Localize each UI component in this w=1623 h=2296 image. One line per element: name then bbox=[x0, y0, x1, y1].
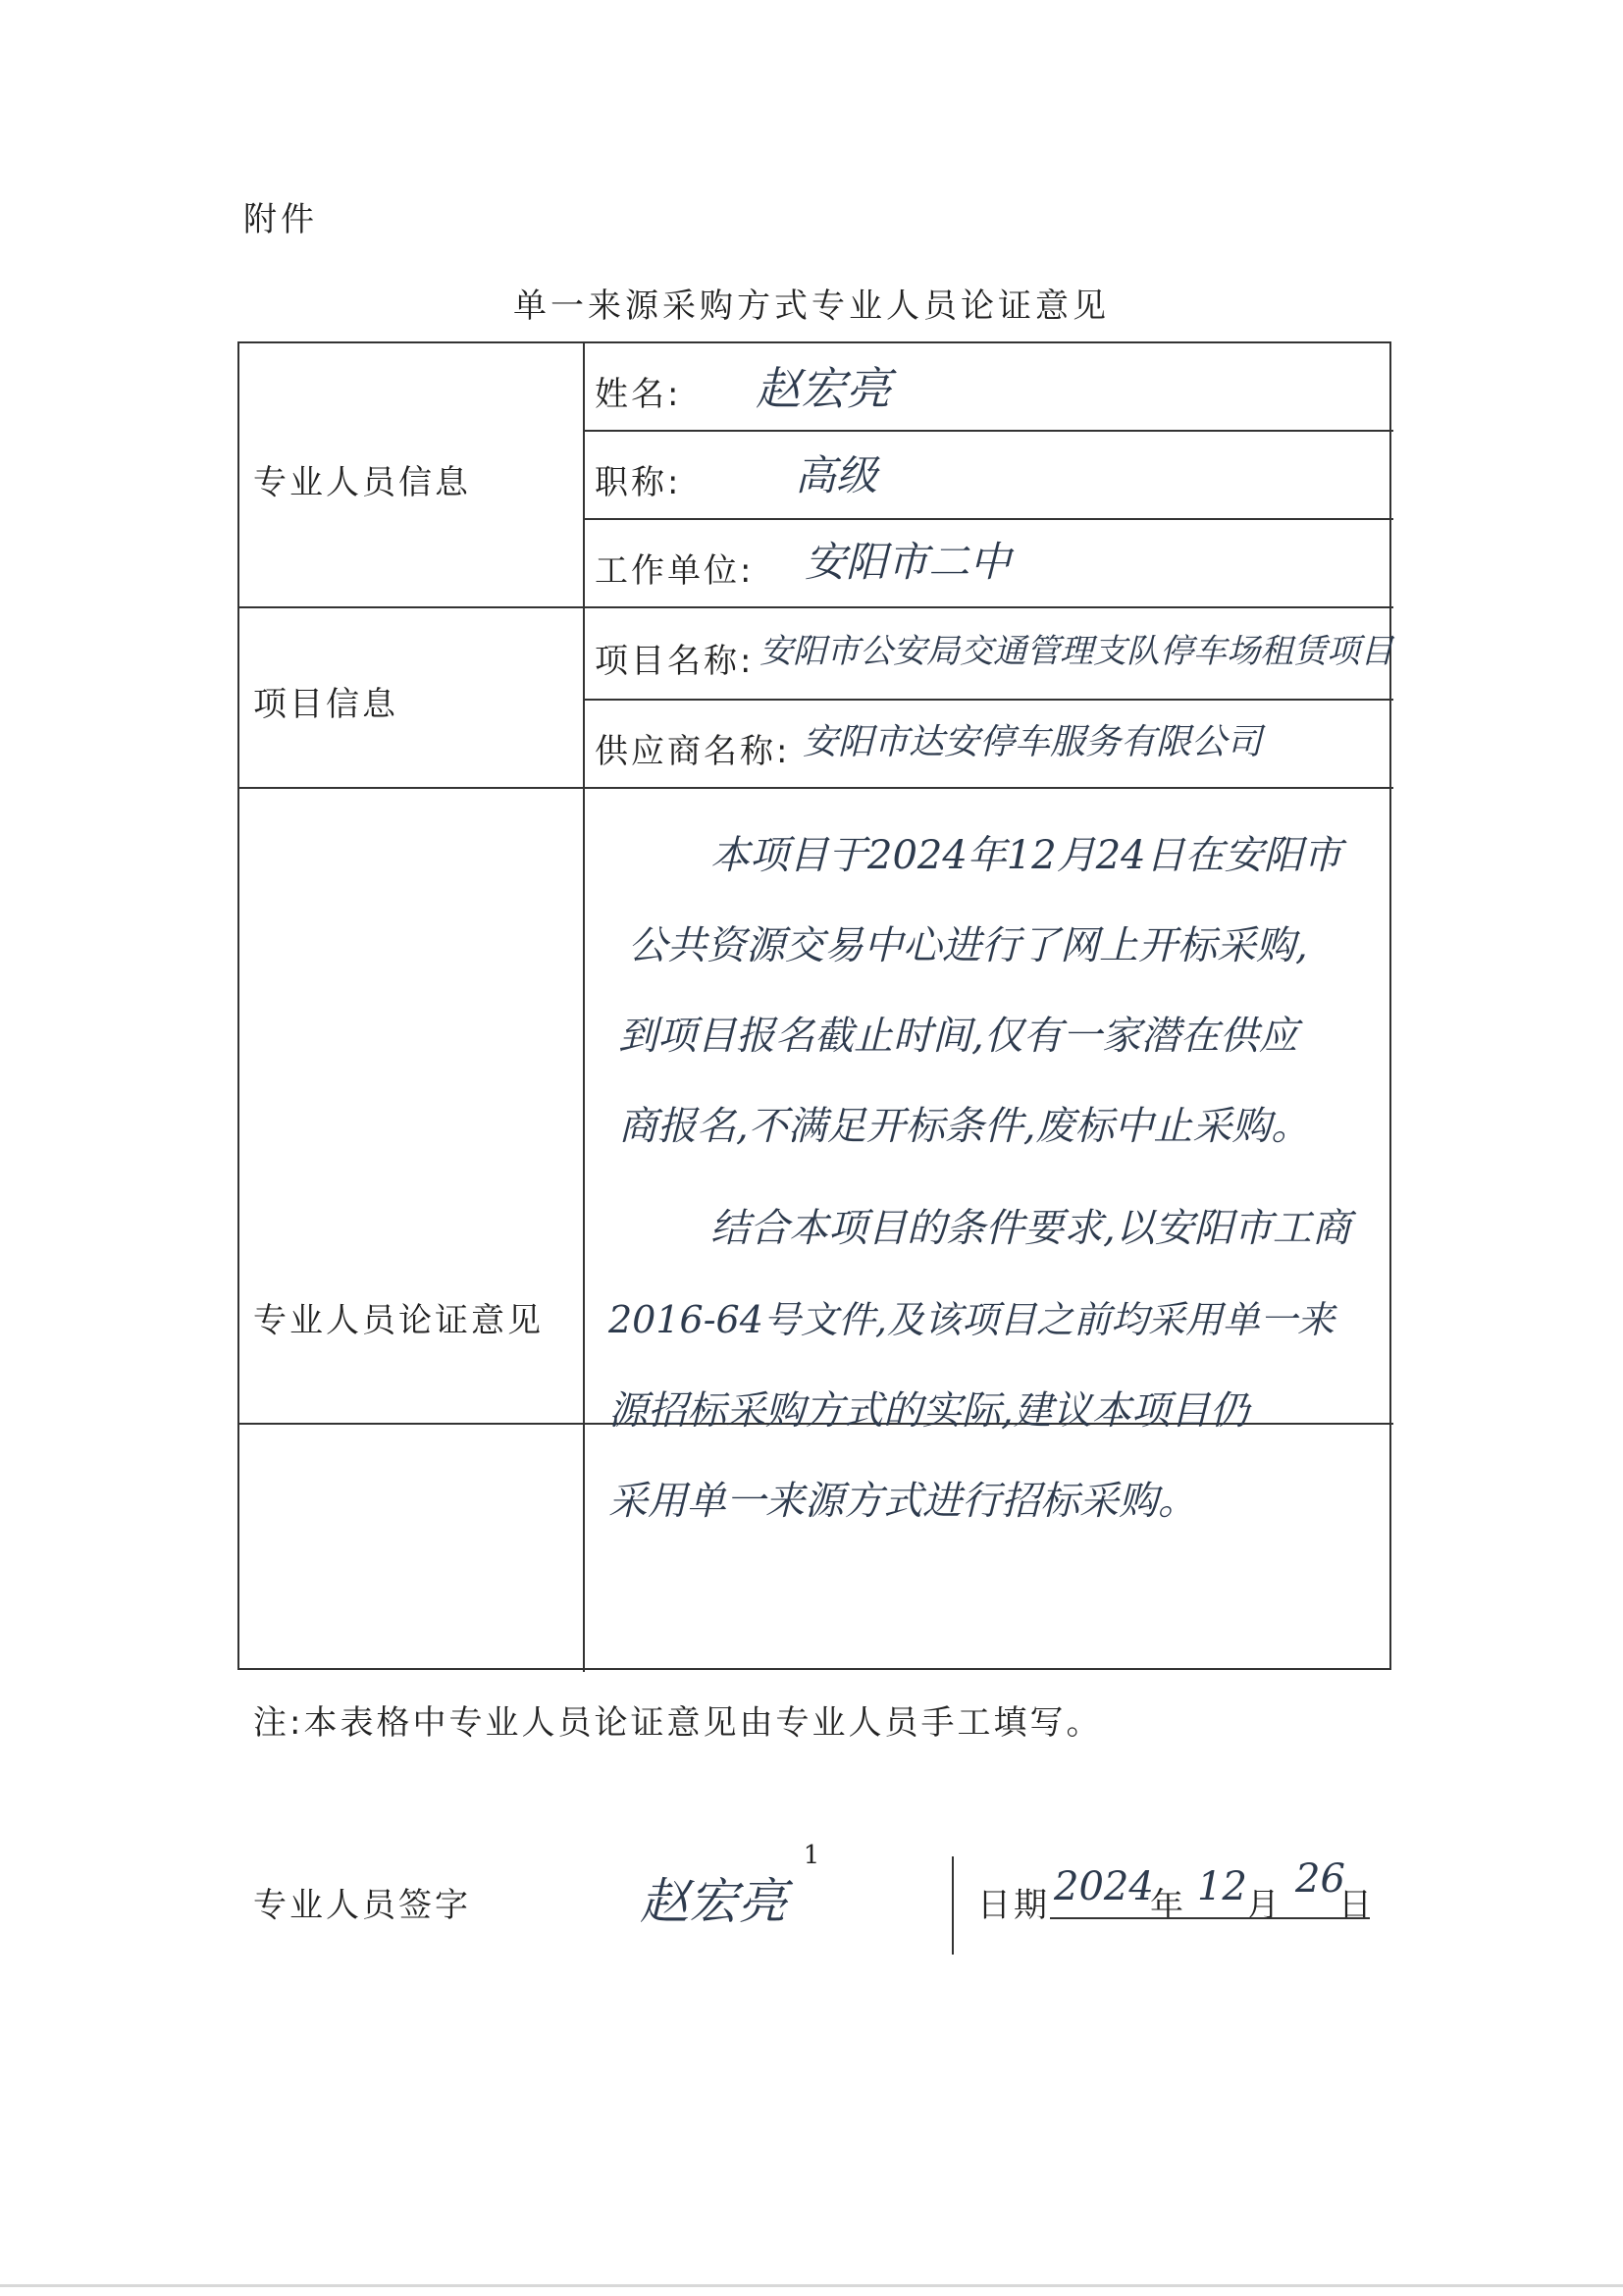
title-value[interactable]: 高级 bbox=[795, 451, 878, 499]
day-char: 日 bbox=[1338, 1886, 1375, 1925]
date-label: 日期 bbox=[977, 1886, 1050, 1925]
opinion-line: 本项目于2024年12月24日在安阳市 bbox=[710, 833, 1342, 878]
opinion-line: 2016-64号文件,及该项目之前均采用单一来 bbox=[608, 1298, 1335, 1341]
month-char: 月 bbox=[1246, 1886, 1283, 1925]
name-value[interactable]: 赵宏亮 bbox=[756, 362, 891, 415]
project-name-label: 项目名称: bbox=[595, 642, 755, 681]
project-info-label: 项目信息 bbox=[253, 685, 398, 724]
date-year[interactable]: 2024 bbox=[1054, 1864, 1154, 1909]
opinion-label: 专业人员论证意见 bbox=[253, 1301, 544, 1340]
year-char: 年 bbox=[1150, 1886, 1186, 1925]
row-divider bbox=[239, 787, 1393, 789]
date-day[interactable]: 26 bbox=[1295, 1856, 1345, 1902]
signature-divider-left bbox=[583, 1358, 585, 1672]
signature-value[interactable]: 赵宏亮 bbox=[640, 1873, 787, 1930]
opinion-line: 源招标采购方式的实际,建议本项目仍 bbox=[608, 1388, 1249, 1434]
opinion-line: 到项目报名截止时间,仅有一家潜在供应 bbox=[618, 1014, 1298, 1059]
opinion-line: 公共资源交易中心进行了网上开标采购, bbox=[628, 923, 1308, 968]
row-divider bbox=[583, 518, 1393, 520]
professional-info-label: 专业人员信息 bbox=[253, 463, 471, 502]
row-divider bbox=[583, 699, 1393, 701]
opinion-line: 结合本项目的条件要求,以安阳市工商 bbox=[710, 1206, 1351, 1251]
opinion-line: 商报名,不满足开标条件,废标中止采购。 bbox=[618, 1104, 1311, 1149]
opinion-line: 采用单一来源方式进行招标采购。 bbox=[608, 1479, 1197, 1524]
signature-date-divider bbox=[952, 1856, 954, 1955]
scan-edge bbox=[0, 2284, 1623, 2287]
document-title: 单一来源采购方式专业人员论证意见 bbox=[513, 287, 1110, 326]
project-name-value[interactable]: 安阳市公安局交通管理支队停车场租赁项目 bbox=[759, 632, 1393, 671]
supplier-name-value[interactable]: 安阳市达安停车服务有限公司 bbox=[803, 722, 1263, 762]
column-divider bbox=[583, 343, 585, 1358]
row-divider bbox=[583, 430, 1393, 432]
date-month[interactable]: 12 bbox=[1197, 1864, 1247, 1909]
annex-label: 附件 bbox=[243, 200, 318, 239]
employer-value[interactable]: 安阳市二中 bbox=[805, 538, 1012, 586]
supplier-name-label: 供应商名称: bbox=[595, 732, 791, 771]
page-number: 1 bbox=[803, 1841, 820, 1870]
row-divider bbox=[239, 606, 1393, 608]
title-label: 职称: bbox=[595, 463, 682, 502]
signature-label: 专业人员签字 bbox=[253, 1886, 471, 1925]
name-label: 姓名: bbox=[595, 375, 682, 414]
employer-label: 工作单位: bbox=[595, 551, 755, 591]
footnote: 注:本表格中专业人员论证意见由专业人员手工填写。 bbox=[253, 1703, 1103, 1743]
date-underline bbox=[1050, 1917, 1370, 1919]
